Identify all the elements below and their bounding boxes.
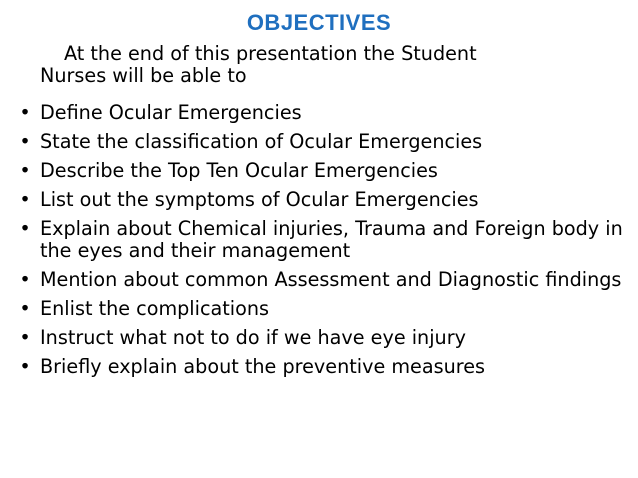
list-item-text: State the classification of Ocular Emergencies [40,130,483,153]
list-item-text: List out the symptoms of Ocular Emergencies [40,188,479,211]
list-item [18,102,630,124]
list-item [18,131,630,153]
list-item [18,160,630,182]
bullet-icon: • [19,217,31,240]
bullet-icon: • [19,159,31,182]
list-item [18,189,630,211]
intro-line-2: Nurses will be able to [40,64,247,87]
bullet-icon: • [19,268,31,291]
bullet-icon: • [19,130,31,153]
list-item [18,218,630,262]
list-item [18,356,630,378]
list-item [18,269,630,291]
list-item [18,298,630,320]
list-item-text: Enlist the complications [40,297,270,320]
list-item-text: Briefly explain about the preventive measures [40,355,486,378]
bullet-icon: • [19,297,31,320]
slide-title: OBJECTIVES [246,10,392,35]
list-item-text: Describe the Top Ten Ocular Emergencies [40,159,438,182]
objectives-list [18,102,630,385]
intro-text [40,43,600,87]
list-item-text: Mention about common Assessment and Diagnostic findings [40,268,622,291]
bullet-icon: • [19,101,31,124]
list-item-text: Explain about Chemical injuries, Trauma and Foreign body in the eyes and their management [40,217,623,262]
intro-line-1: At the end of this presentation the Student [64,42,477,65]
list-item [18,327,630,349]
list-item-text: Define Ocular Emergencies [40,101,302,124]
list-item-text: Instruct what not to do if we have eye injury [40,326,466,349]
bullet-icon: • [19,188,31,211]
bullet-icon: • [19,355,31,378]
bullet-icon: • [19,326,31,349]
